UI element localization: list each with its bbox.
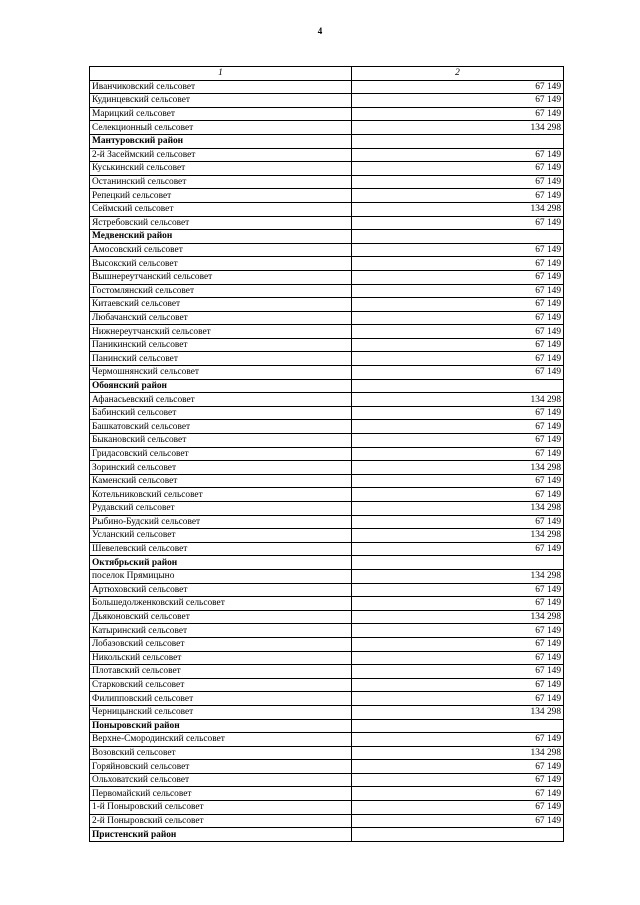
table-row xyxy=(90,678,564,692)
table-row xyxy=(90,814,564,828)
municipality-name: Любачанский сельсовет xyxy=(90,311,352,325)
amount-cell xyxy=(352,230,564,244)
amount-cell: 67 149 xyxy=(352,406,564,420)
amount-cell xyxy=(352,719,564,733)
municipality-name: Останинский сельсовет xyxy=(90,175,352,189)
table-row xyxy=(90,529,564,543)
amount-cell: 67 149 xyxy=(352,270,564,284)
district-row xyxy=(90,134,564,148)
table-row xyxy=(90,94,564,108)
amount-cell: 67 149 xyxy=(352,420,564,434)
amount-cell: 67 149 xyxy=(352,488,564,502)
municipality-name: Рудавский сельсовет xyxy=(90,502,352,516)
amount-cell xyxy=(352,379,564,393)
municipality-name: Катыринский сельсовет xyxy=(90,624,352,638)
amount-cell: 134 298 xyxy=(352,529,564,543)
table-row xyxy=(90,148,564,162)
district-row xyxy=(90,230,564,244)
amount-cell: 67 149 xyxy=(352,148,564,162)
municipality-name: Верхне-Смородинский сельсовет xyxy=(90,733,352,747)
table-row xyxy=(90,665,564,679)
municipality-name: Старковский сельсовет xyxy=(90,678,352,692)
amount-cell: 67 149 xyxy=(352,651,564,665)
amount-cell: 67 149 xyxy=(352,515,564,529)
municipality-name: Шевелевский сельсовет xyxy=(90,542,352,556)
amount-cell: 134 298 xyxy=(352,569,564,583)
table-row xyxy=(90,461,564,475)
amount-cell: 67 149 xyxy=(352,692,564,706)
municipality-name: Амосовский сельсовет xyxy=(90,243,352,257)
amount-cell: 67 149 xyxy=(352,665,564,679)
municipality-name: Первомайский сельсовет xyxy=(90,787,352,801)
municipality-name: Селекционный сельсовет xyxy=(90,121,352,135)
table-row xyxy=(90,284,564,298)
table-row xyxy=(90,624,564,638)
municipality-name: Нижнереутчанский сельсовет xyxy=(90,325,352,339)
amount-cell: 134 298 xyxy=(352,502,564,516)
page-number: 4 xyxy=(317,26,323,36)
table-row xyxy=(90,366,564,380)
table-row xyxy=(90,542,564,556)
amount-cell: 67 149 xyxy=(352,773,564,787)
table-row xyxy=(90,162,564,176)
municipality-name: Артюховский сельсовет xyxy=(90,583,352,597)
table-header-row xyxy=(90,67,564,81)
table-row xyxy=(90,393,564,407)
district-row xyxy=(90,379,564,393)
table-row xyxy=(90,474,564,488)
table-row xyxy=(90,325,564,339)
amount-cell: 67 149 xyxy=(352,325,564,339)
amount-cell: 67 149 xyxy=(352,175,564,189)
table-row xyxy=(90,583,564,597)
amount-cell: 67 149 xyxy=(352,243,564,257)
municipality-name: Башкатовский сельсовет xyxy=(90,420,352,434)
municipality-name: 2-й Поныровский сельсовет xyxy=(90,814,352,828)
municipality-name: Плотавский сельсовет xyxy=(90,665,352,679)
table-row xyxy=(90,270,564,284)
municipality-name: Гридасовский сельсовет xyxy=(90,447,352,461)
table-row xyxy=(90,637,564,651)
amount-cell xyxy=(352,556,564,570)
column-2-header: 2 xyxy=(352,67,564,81)
table-row xyxy=(90,610,564,624)
table-row xyxy=(90,569,564,583)
table-row xyxy=(90,420,564,434)
municipality-name: Кудинцевский сельсовет xyxy=(90,94,352,108)
table-row xyxy=(90,773,564,787)
municipality-name: Репецкий сельсовет xyxy=(90,189,352,203)
amount-cell xyxy=(352,134,564,148)
table-row xyxy=(90,121,564,135)
table-row xyxy=(90,216,564,230)
amount-cell: 67 149 xyxy=(352,257,564,271)
amount-cell: 134 298 xyxy=(352,121,564,135)
municipality-name: Усланский сельсовет xyxy=(90,529,352,543)
amount-cell: 134 298 xyxy=(352,610,564,624)
district-row xyxy=(90,828,564,842)
amount-cell: 67 149 xyxy=(352,189,564,203)
municipality-name: Панинский сельсовет xyxy=(90,352,352,366)
amount-cell: 67 149 xyxy=(352,542,564,556)
table-row xyxy=(90,447,564,461)
amount-cell: 67 149 xyxy=(352,678,564,692)
amount-cell: 67 149 xyxy=(352,637,564,651)
municipality-name: 1-й Поныровский сельсовет xyxy=(90,801,352,815)
amount-cell: 67 149 xyxy=(352,352,564,366)
table-row xyxy=(90,175,564,189)
table-row xyxy=(90,692,564,706)
municipality-name: Ястребовский сельсовет xyxy=(90,216,352,230)
amount-cell: 134 298 xyxy=(352,746,564,760)
table-row xyxy=(90,488,564,502)
table-row xyxy=(90,705,564,719)
table-row xyxy=(90,243,564,257)
amount-cell: 67 149 xyxy=(352,162,564,176)
table-row xyxy=(90,787,564,801)
amount-cell: 67 149 xyxy=(352,338,564,352)
district-name: Поныровский район xyxy=(90,719,352,733)
table-row xyxy=(90,311,564,325)
table-row xyxy=(90,189,564,203)
district-name: Пристенский район xyxy=(90,828,352,842)
amount-cell: 67 149 xyxy=(352,583,564,597)
municipality-name: Дьяконовский сельсовет xyxy=(90,610,352,624)
district-name: Октябрьский район xyxy=(90,556,352,570)
municipality-name: Афанасьевский сельсовет xyxy=(90,393,352,407)
district-name: Медвенский район xyxy=(90,230,352,244)
municipality-name: Быкановский сельсовет xyxy=(90,434,352,448)
municipality-name: Вышнереутчанский сельсовет xyxy=(90,270,352,284)
amount-cell: 67 149 xyxy=(352,298,564,312)
table-row xyxy=(90,502,564,516)
municipality-name: Чермошнянский сельсовет xyxy=(90,366,352,380)
amount-cell: 67 149 xyxy=(352,760,564,774)
municipality-name: Рыбино-Будский сельсовет xyxy=(90,515,352,529)
municipality-name: Котельниковский сельсовет xyxy=(90,488,352,502)
municipality-name: Каменский сельсовет xyxy=(90,474,352,488)
amount-cell: 67 149 xyxy=(352,624,564,638)
municipality-name: Китаевский сельсовет xyxy=(90,298,352,312)
amount-cell: 134 298 xyxy=(352,202,564,216)
municipality-name: Возовский сельсовет xyxy=(90,746,352,760)
table-row xyxy=(90,352,564,366)
table-row xyxy=(90,80,564,94)
district-row xyxy=(90,556,564,570)
municipality-name: Зоринский сельсовет xyxy=(90,461,352,475)
municipality-name: Филипповский сельсовет xyxy=(90,692,352,706)
municipality-name: Марицкий сельсовет xyxy=(90,107,352,121)
municipality-name: Иванчиковский сельсовет xyxy=(90,80,352,94)
table-row xyxy=(90,746,564,760)
table-row xyxy=(90,202,564,216)
amount-cell: 67 149 xyxy=(352,733,564,747)
municipality-name: Сеймский сельсовет xyxy=(90,202,352,216)
table-row xyxy=(90,733,564,747)
table-row xyxy=(90,107,564,121)
table-row xyxy=(90,651,564,665)
amount-cell: 134 298 xyxy=(352,393,564,407)
amount-cell: 67 149 xyxy=(352,107,564,121)
municipality-name: Паникинский сельсовет xyxy=(90,338,352,352)
amount-cell: 67 149 xyxy=(352,284,564,298)
amount-cell: 134 298 xyxy=(352,705,564,719)
municipality-name: Черницынский сельсовет xyxy=(90,705,352,719)
district-name: Мантуровский район xyxy=(90,134,352,148)
table-row xyxy=(90,298,564,312)
municipality-name: Большедолженковский сельсовет xyxy=(90,597,352,611)
amount-cell: 67 149 xyxy=(352,94,564,108)
amount-cell: 67 149 xyxy=(352,80,564,94)
table-row xyxy=(90,257,564,271)
municipality-name: Лобазовский сельсовет xyxy=(90,637,352,651)
allocation-table xyxy=(89,66,564,842)
municipality-name: Куськинский сельсовет xyxy=(90,162,352,176)
amount-cell: 67 149 xyxy=(352,366,564,380)
municipality-name: Никольский сельсовет xyxy=(90,651,352,665)
amount-cell xyxy=(352,828,564,842)
municipality-name: Бабинский сельсовет xyxy=(90,406,352,420)
amount-cell: 134 298 xyxy=(352,461,564,475)
municipality-name: Горяйновский сельсовет xyxy=(90,760,352,774)
column-1-header: 1 xyxy=(90,67,352,81)
municipality-name: поселок Прямицыно xyxy=(90,569,352,583)
table-row xyxy=(90,515,564,529)
amount-cell: 67 149 xyxy=(352,801,564,815)
amount-cell: 67 149 xyxy=(352,434,564,448)
amount-cell: 67 149 xyxy=(352,787,564,801)
amount-cell: 67 149 xyxy=(352,814,564,828)
table-row xyxy=(90,801,564,815)
municipality-name: Ольховатский сельсовет xyxy=(90,773,352,787)
table-row xyxy=(90,434,564,448)
amount-cell: 67 149 xyxy=(352,447,564,461)
amount-cell: 67 149 xyxy=(352,474,564,488)
district-row xyxy=(90,719,564,733)
table-row xyxy=(90,597,564,611)
district-name: Обоянский район xyxy=(90,379,352,393)
amount-cell: 67 149 xyxy=(352,216,564,230)
table-row xyxy=(90,406,564,420)
amount-cell: 67 149 xyxy=(352,597,564,611)
amount-cell: 67 149 xyxy=(352,311,564,325)
municipality-name: 2-й Засеймский сельсовет xyxy=(90,148,352,162)
municipality-name: Гостомлянский сельсовет xyxy=(90,284,352,298)
table-row xyxy=(90,760,564,774)
municipality-name: Высокский сельсовет xyxy=(90,257,352,271)
table-row xyxy=(90,338,564,352)
